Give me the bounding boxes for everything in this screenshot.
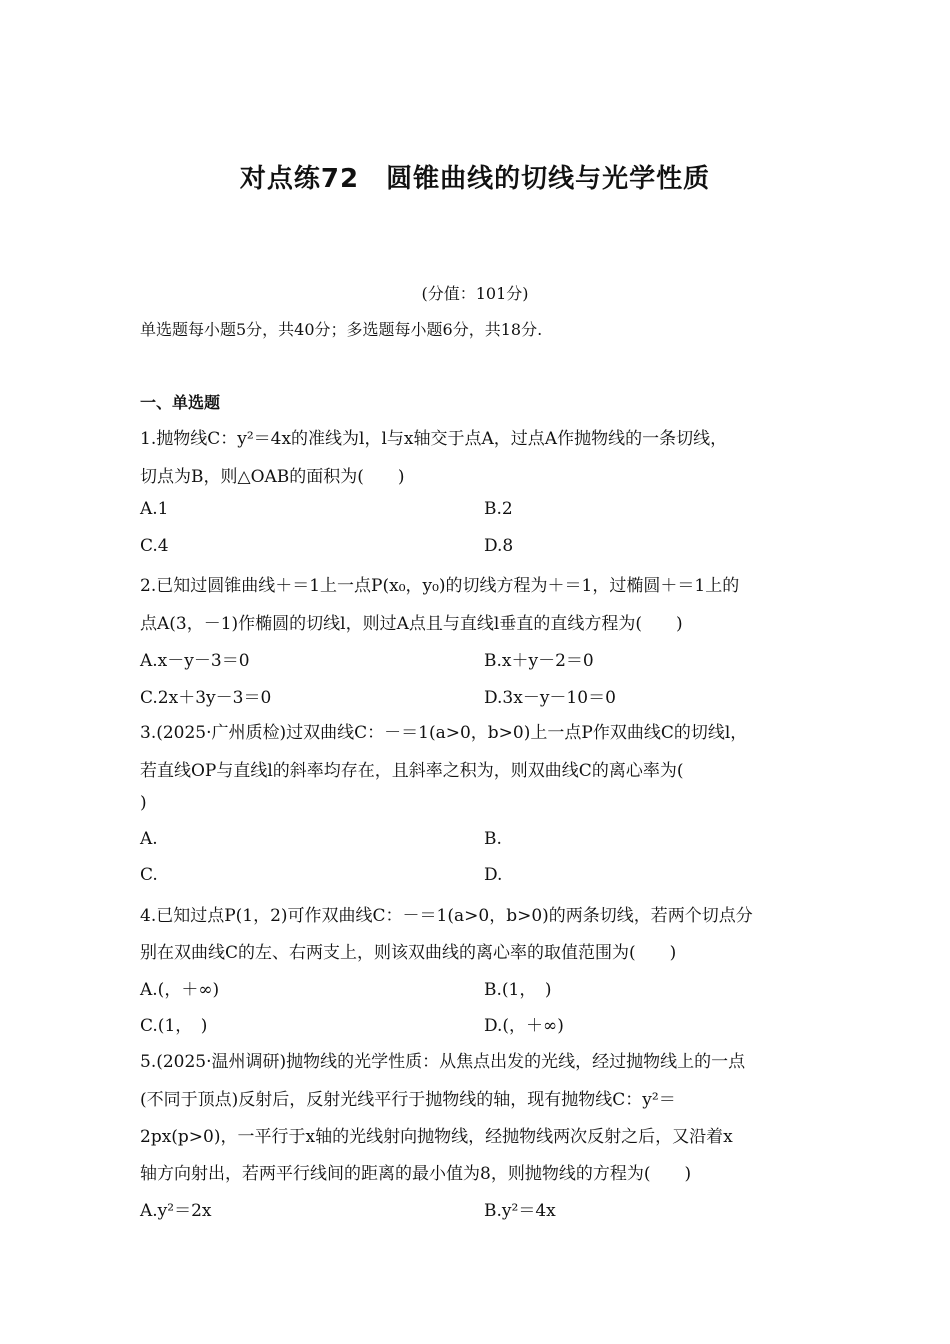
q3-option-c: C. (140, 865, 158, 885)
q2-option-d: D.3x－y－10＝0 (484, 688, 616, 708)
q4-option-d: D.(，＋∞) (484, 1016, 564, 1036)
q4-option-b: B.(1， ) (484, 980, 552, 1000)
q3-stem-line-1: 3.(2025·广州质检)过双曲线C：－＝1(a>0，b>0)上一点P作双曲线C的切线l， (140, 723, 748, 743)
q2-stem-line-2: 点A(3，－1)作椭圆的切线l，则过A点且与直线l垂直的直线方程为( ) (140, 614, 683, 634)
q1-option-b: B.2 (484, 499, 513, 519)
q3-stem-line-3: ) (140, 793, 147, 813)
score-info: (分值：101分) (421, 284, 529, 303)
q3-option-a: A. (140, 829, 158, 849)
q3-option-d: D. (484, 865, 503, 885)
q5-stem-line-3: 2px(p>0)，一平行于x轴的光线射向抛物线，经抛物线两次反射之后，又沿着x (140, 1127, 733, 1147)
q2-option-b: B.x＋y－2＝0 (484, 651, 594, 671)
q1-option-a: A.1 (140, 499, 169, 519)
q3-option-b: B. (484, 829, 502, 849)
q5-stem-line-1: 5.(2025·温州调研)抛物线的光学性质：从焦点出发的光线，经过抛物线上的一点 (140, 1052, 746, 1072)
q5-stem-line-4: 轴方向射出，若两平行线间的距离的最小值为8，则抛物线的方程为( ) (140, 1164, 692, 1184)
q4-option-c: C.(1， ) (140, 1016, 208, 1036)
q1-stem-line-1: 1.抛物线C：y²＝4x的准线为l，l与x轴交于点A，过点A作抛物线的一条切线， (140, 429, 728, 449)
q2-option-c: C.2x＋3y－3＝0 (140, 688, 272, 708)
q4-stem-line-2: 别在双曲线C的左、右两支上，则该双曲线的离心率的取值范围为( ) (140, 943, 677, 963)
section-heading: 一、单选题 (140, 393, 221, 412)
q5-stem-line-2: (不同于顶点)反射后，反射光线平行于抛物线的轴，现有抛物线C：y²＝ (140, 1090, 676, 1110)
q1-option-c: C.4 (140, 536, 169, 556)
q1-option-d: D.8 (484, 536, 514, 556)
q3-stem-line-2: 若直线OP与直线l的斜率均存在，且斜率之积为，则双曲线C的离心率为( (140, 761, 684, 781)
q1-stem-line-2: 切点为B，则△OAB的面积为( ) (140, 467, 405, 487)
q5-option-b: B.y²＝4x (484, 1201, 556, 1221)
q2-option-a: A.x－y－3＝0 (140, 651, 250, 671)
scoring-rule: 单选题每小题5分，共40分；多选题每小题6分，共18分. (140, 320, 543, 339)
q4-option-a: A.(，＋∞) (140, 980, 220, 1000)
q5-option-a: A.y²＝2x (140, 1201, 212, 1221)
q4-stem-line-1: 4.已知过点P(1，2)可作双曲线C：－＝1(a>0，b>0)的两条切线，若两个切点分 (140, 906, 753, 926)
page-title: 对点练72 圆锥曲线的切线与光学性质 (239, 164, 711, 194)
q2-stem-line-1: 2.已知过圆锥曲线＋＝1上一点P(x₀，y₀)的切线方程为＋＝1，过椭圆＋＝1上的 (140, 576, 740, 596)
